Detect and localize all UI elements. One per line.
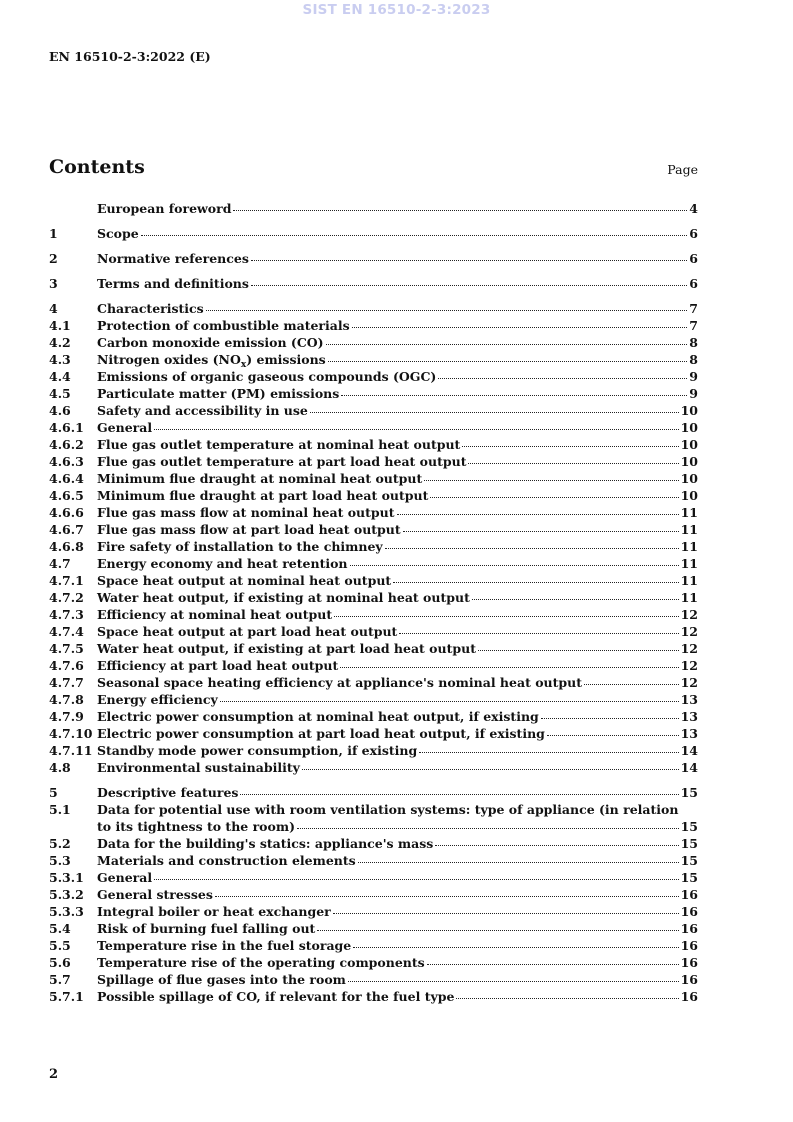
toc-entry-page: 12: [680, 607, 698, 622]
toc-entry-number: 4.7.11: [49, 743, 93, 758]
toc-entry[interactable]: [49, 708, 698, 725]
toc-entry[interactable]: [49, 589, 698, 606]
toc-entry-title: [97, 572, 391, 589]
toc-leader-dots: [334, 616, 678, 617]
toc-leader-dots: [302, 769, 679, 770]
toc-entry-title: [97, 759, 300, 776]
toc-entry-page: 16: [680, 921, 698, 936]
toc-entry-title-text: Efficiency at nominal heat output: [97, 607, 333, 622]
toc-entry-number: 5.3.3: [49, 904, 84, 919]
toc-entry-title: [97, 453, 466, 470]
toc-entry[interactable]: [49, 487, 698, 504]
toc-entry-page: 6: [689, 276, 698, 291]
toc-entry-title: [97, 886, 213, 903]
toc-entry[interactable]: [49, 835, 698, 852]
toc-leader-dots: [310, 412, 679, 413]
toc-entry-title: [97, 869, 152, 886]
toc-entry-number: 4.7.3: [49, 607, 84, 622]
toc-entry-page: 13: [680, 726, 698, 741]
toc-entry-page: 11: [680, 573, 698, 588]
toc-entry[interactable]: [49, 351, 698, 368]
toc-entry-number: 4.7: [49, 556, 71, 571]
toc-entry-number: 4.5: [49, 386, 71, 401]
toc-entry[interactable]: [49, 674, 698, 691]
toc-entry-number: 5: [49, 785, 58, 800]
toc-entry-title-text: Risk of burning fuel falling out: [97, 921, 316, 936]
toc-entry-number: 4.6.8: [49, 539, 84, 554]
toc-leader-dots: [427, 964, 679, 965]
toc-entry-number: 4.7.9: [49, 709, 84, 724]
toc-entry-page: 11: [680, 556, 698, 571]
toc-entry-title: [97, 436, 460, 453]
toc-entry-number: 5.4: [49, 921, 71, 936]
toc-entry-title-text: Emissions of organic gaseous compounds (OGC): [97, 369, 437, 384]
toc-entry[interactable]: [49, 742, 698, 759]
toc-entry[interactable]: [49, 784, 698, 801]
toc-entry-number: 4.7.6: [49, 658, 84, 673]
toc-leader-dots: [220, 701, 679, 702]
toc-entry[interactable]: [49, 869, 698, 886]
toc-entry[interactable]: [49, 225, 698, 242]
toc-entry[interactable]: [49, 368, 698, 385]
toc-entry-title: [97, 555, 348, 572]
toc-entry-title-text: Water heat output, if existing at part load heat output: [97, 641, 476, 656]
toc-entry-page: 9: [689, 369, 698, 384]
toc-entry-page: 16: [680, 938, 698, 953]
page-number: 2: [49, 1067, 59, 1082]
toc-entry-title-text: Electric power consumption at nominal heat output, if existing: [97, 709, 539, 724]
toc-entry-continuation[interactable]: [49, 818, 698, 835]
toc-entry-title: [97, 852, 356, 869]
toc-entry[interactable]: [49, 538, 698, 555]
toc-leader-dots: [462, 446, 678, 447]
toc-entry-number: 5.1: [49, 802, 71, 817]
toc-leader-dots: [385, 548, 679, 549]
contents-title: Contents: [49, 156, 145, 178]
toc-entry-title-text: Standby mode power consumption, if existing: [97, 743, 418, 758]
toc-entry-page: 16: [680, 904, 698, 919]
toc-leader-dots: [547, 735, 679, 736]
toc-entry-number: 4.1: [49, 318, 71, 333]
toc-leader-dots: [251, 285, 687, 286]
toc-entry-title: [97, 589, 470, 606]
document-id: EN 16510-2-3:2022 (E): [49, 49, 211, 64]
toc-leader-dots: [206, 310, 688, 311]
toc-entry-title-text: Energy economy and heat retention: [97, 556, 348, 571]
toc-entry-title-text: Minimum flue draught at part load heat output: [97, 488, 429, 503]
toc-entry[interactable]: [49, 200, 698, 217]
toc-entry[interactable]: [49, 886, 698, 903]
toc-leader-dots: [240, 794, 678, 795]
toc-entry-title-text: Nitrogen oxides (NO: [97, 352, 241, 367]
toc-entry[interactable]: [49, 801, 698, 818]
toc-entry-number: 5.3.2: [49, 887, 84, 902]
toc-entry-title: [97, 920, 315, 937]
toc-entry-number: 4.4: [49, 369, 71, 384]
toc-entry[interactable]: [49, 971, 698, 988]
toc-leader-dots: [353, 947, 678, 948]
toc-entry-title: [97, 784, 238, 801]
toc-entry-number: 4.6: [49, 403, 71, 418]
toc-entry-number: 4.7.4: [49, 624, 84, 639]
toc-entry[interactable]: [49, 903, 698, 920]
toc-entry-title-text: Temperature rise of the operating components: [97, 955, 425, 970]
toc-entry-title-text: Safety and accessibility in use: [97, 403, 308, 418]
toc-leader-dots: [397, 514, 679, 515]
toc-entry-title-text: General: [97, 420, 153, 435]
toc-entry-page: 7: [689, 301, 698, 316]
toc-entry-title: [97, 368, 436, 385]
toc-entry-number: 4.6.5: [49, 488, 84, 503]
toc-entry[interactable]: [49, 954, 698, 971]
toc-leader-dots: [584, 684, 679, 685]
toc-entry[interactable]: [49, 419, 698, 436]
toc-entry-number: 4.2: [49, 335, 71, 350]
toc-entry-page: 16: [680, 972, 698, 987]
toc-entry[interactable]: [49, 504, 698, 521]
toc-entry-title: [97, 623, 397, 640]
toc-entry-page: 15: [680, 785, 698, 800]
toc-entry-title-text: Protection of combustible materials: [97, 318, 350, 333]
toc-entry[interactable]: [49, 453, 698, 470]
toc-entry-title: [97, 708, 539, 725]
toc-entry-number: 5.6: [49, 955, 71, 970]
toc-entry-number: 5.7: [49, 972, 71, 987]
toc-entry-page: 11: [680, 539, 698, 554]
toc-entry-number: 4.7.1: [49, 573, 84, 588]
toc-entry[interactable]: [49, 572, 698, 589]
toc-entry-number: 4.8: [49, 760, 71, 775]
toc-entry-page: 10: [680, 437, 698, 452]
toc-entry-page: 12: [680, 675, 698, 690]
toc-entry-title: [97, 538, 383, 555]
toc-entry-number: 5.5: [49, 938, 71, 953]
toc-entry-page: 6: [689, 226, 698, 241]
toc-entry-title-text: General: [97, 870, 153, 885]
toc-entry-title: Data for potential use with room ventilation systems: type of appliance (in relation: [97, 802, 679, 817]
toc-entry-number: 4.7.7: [49, 675, 84, 690]
toc-entry-page: 11: [680, 505, 698, 520]
toc-entry-title-text: Characteristics: [97, 301, 204, 316]
toc-entry-page: 15: [680, 836, 698, 851]
toc-leader-dots: [326, 344, 688, 345]
toc-entry-page: 4: [689, 201, 698, 216]
toc-leader-dots: [472, 599, 679, 600]
toc-entry-page: 16: [680, 955, 698, 970]
toc-entry-title-text: Space heat output at nominal heat output: [97, 573, 392, 588]
toc-entry-title: [97, 275, 249, 292]
toc-entry[interactable]: [49, 852, 698, 869]
toc-entry-title: [97, 971, 346, 988]
toc-leader-dots: [317, 930, 678, 931]
toc-entry-page: 16: [680, 887, 698, 902]
toc-entry[interactable]: [49, 725, 698, 742]
toc-entry[interactable]: [49, 317, 698, 334]
toc-entry-title-text: Flue gas outlet temperature at part load heat output: [97, 454, 467, 469]
toc-entry-title-text: Descriptive features: [97, 785, 239, 800]
toc-leader-dots: [419, 752, 678, 753]
toc-leader-dots: [478, 650, 679, 651]
toc-entry-title: [97, 487, 428, 504]
toc-entry[interactable]: [49, 436, 698, 453]
toc-entry-page: 9: [689, 386, 698, 401]
toc-entry-title: [97, 937, 351, 954]
toc-entry-page: 15: [680, 870, 698, 885]
toc-leader-dots: [350, 565, 679, 566]
toc-entry[interactable]: [49, 640, 698, 657]
toc-entry[interactable]: [49, 988, 698, 1005]
toc-entry-title: [97, 300, 204, 317]
toc-entry-title-text: Normative references: [97, 251, 249, 266]
toc-entry-title-text: Integral boiler or heat exchanger: [97, 904, 331, 919]
toc-leader-dots: [456, 998, 678, 999]
toc-entry-page: 13: [680, 709, 698, 724]
toc-entry-title-text: Flue gas mass flow at part load heat output: [97, 522, 401, 537]
toc-entry-page: 10: [680, 471, 698, 486]
toc-entry-number: 5.2: [49, 836, 71, 851]
toc-entry[interactable]: [49, 555, 698, 572]
toc-entry-number: 4.7.5: [49, 641, 84, 656]
toc-entry-title: [97, 200, 231, 217]
toc-entry-title-text: Terms and definitions: [97, 276, 249, 291]
table-of-contents: [49, 200, 698, 1005]
toc-entry-title: [97, 385, 339, 402]
toc-leader-dots: [348, 981, 679, 982]
toc-entry-title-text: Data for the building's statics: appliance's mass: [97, 836, 434, 851]
toc-leader-dots: [297, 828, 679, 829]
toc-entry-title-text: General stresses: [97, 887, 213, 902]
toc-entry[interactable]: [49, 275, 698, 292]
toc-entry-title: [97, 988, 454, 1005]
toc-entry-number: 5.3.1: [49, 870, 84, 885]
toc-entry-number: 4.6.1: [49, 420, 84, 435]
toc-entry-number: 5.7.1: [49, 989, 84, 1004]
toc-entry-title: [97, 954, 425, 971]
toc-entry-title-text: Flue gas mass flow at nominal heat output: [97, 505, 395, 520]
toc-entry-title: [97, 835, 433, 852]
toc-entry-title: [97, 674, 582, 691]
toc-leader-dots: [430, 497, 678, 498]
toc-entry-page: 12: [680, 641, 698, 656]
toc-entry-title: [97, 725, 545, 742]
toc-entry-number: 4.7.8: [49, 692, 84, 707]
toc-entry-page: 12: [680, 658, 698, 673]
toc-leader-dots: [424, 480, 678, 481]
toc-entry-page: 7: [689, 318, 698, 333]
toc-entry[interactable]: [49, 300, 698, 317]
toc-entry-title: [97, 419, 152, 436]
toc-entry[interactable]: [49, 334, 698, 351]
toc-entry-page: 11: [680, 522, 698, 537]
toc-entry-title-text: Electric power consumption at part load heat output, if existing: [97, 726, 545, 741]
toc-entry-title: [97, 334, 324, 351]
toc-entry-page: 12: [680, 624, 698, 639]
toc-leader-dots: [233, 210, 687, 211]
toc-entry-title-text: Carbon monoxide emission (CO): [97, 335, 324, 350]
toc-entry-page: 10: [680, 420, 698, 435]
toc-entry[interactable]: [49, 521, 698, 538]
toc-entry-number: 4.3: [49, 352, 71, 367]
toc-entry[interactable]: [49, 470, 698, 487]
toc-entry-title-text: Spillage of flue gases into the room: [97, 972, 346, 987]
toc-entry-title: [97, 470, 422, 487]
toc-entry-number: 2: [49, 251, 58, 266]
toc-entry-title-text: Particulate matter (PM) emissions: [97, 386, 340, 401]
toc-entry-title-continued: to its tightness to the room): [97, 819, 295, 834]
toc-leader-dots: [393, 582, 678, 583]
toc-entry-number: 4.6.3: [49, 454, 84, 469]
toc-entry-title: [97, 402, 308, 419]
toc-entry-title-text: Seasonal space heating efficiency at appliance's nominal heat output: [97, 675, 582, 690]
toc-leader-dots: [399, 633, 678, 634]
toc-leader-dots: [141, 235, 688, 236]
toc-leader-dots: [154, 879, 678, 880]
toc-entry[interactable]: [49, 920, 698, 937]
toc-entry-page: 10: [680, 488, 698, 503]
toc-entry-title-text: Energy efficiency: [97, 692, 218, 707]
toc-entry-title-text: Possible spillage of CO, if relevant for the fuel type: [97, 989, 455, 1004]
toc-entry-title-text: Environmental sustainability: [97, 760, 300, 775]
toc-entry-title-text: Flue gas outlet temperature at nominal heat output: [97, 437, 461, 452]
toc-entry-number: 1: [49, 226, 58, 241]
toc-entry-title: [97, 606, 332, 623]
toc-entry-page: 14: [680, 760, 698, 775]
toc-entry[interactable]: [49, 759, 698, 776]
toc-leader-dots: [251, 260, 687, 261]
toc-entry-title-text: Materials and construction elements: [97, 853, 356, 868]
toc-entry-title: [97, 742, 417, 759]
toc-leader-dots: [358, 862, 679, 863]
toc-entry-title: [97, 521, 401, 538]
toc-entry-number: 5.3: [49, 853, 71, 868]
toc-leader-dots: [341, 395, 687, 396]
toc-leader-dots: [340, 667, 678, 668]
toc-entry-page: 10: [680, 454, 698, 469]
toc-entry-title: [97, 225, 139, 242]
toc-entry-page: 13: [680, 692, 698, 707]
toc-leader-dots: [215, 896, 679, 897]
toc-entry-number: 4.6.6: [49, 505, 84, 520]
toc-entry[interactable]: [49, 606, 698, 623]
toc-entry-number: 3: [49, 276, 58, 291]
toc-entry-page: 8: [689, 352, 698, 367]
toc-entry-title-text: Space heat output at part load heat output: [97, 624, 398, 639]
toc-entry-number: 4.6.7: [49, 522, 84, 537]
toc-entry[interactable]: [49, 385, 698, 402]
toc-entry-number: 4: [49, 301, 58, 316]
toc-leader-dots: [438, 378, 687, 379]
toc-entry-number: 4.7.2: [49, 590, 84, 605]
toc-entry[interactable]: [49, 250, 698, 267]
toc-entry-page: 6: [689, 251, 698, 266]
watermark: SIST EN 16510-2-3:2023: [302, 2, 491, 18]
toc-entry-number: 4.7.10: [49, 726, 93, 741]
toc-leader-dots: [403, 531, 679, 532]
toc-entry-number: 4.6.4: [49, 471, 84, 486]
toc-entry-page: 15: [680, 853, 698, 868]
toc-leader-dots: [328, 361, 688, 362]
toc-entry[interactable]: [49, 657, 698, 674]
toc-entry-title: [97, 691, 218, 708]
toc-entry[interactable]: [49, 691, 698, 708]
toc-entry-title-subscript: x: [240, 360, 247, 370]
toc-entry-number: 4.6.2: [49, 437, 84, 452]
toc-entry-title: [97, 657, 338, 674]
toc-leader-dots: [154, 429, 678, 430]
toc-entry-title: [97, 640, 476, 657]
toc-entry-title: [97, 250, 249, 267]
toc-entry[interactable]: [49, 402, 698, 419]
toc-entry-title: [97, 903, 331, 920]
toc-leader-dots: [333, 913, 679, 914]
toc-entry-title-text: European foreword: [97, 201, 232, 216]
toc-entry-title-text: Scope: [97, 226, 139, 241]
toc-entry-title: [97, 504, 395, 521]
toc-entry-title-text: Minimum flue draught at nominal heat output: [97, 471, 423, 486]
toc-leader-dots: [352, 327, 688, 328]
toc-leader-dots: [541, 718, 679, 719]
toc-entry-title-text: Efficiency at part load heat output: [97, 658, 339, 673]
toc-entry-title-text: Fire safety of installation to the chimney: [97, 539, 383, 554]
toc-entry[interactable]: [49, 937, 698, 954]
toc-entry-page: 15: [680, 819, 698, 834]
toc-leader-dots: [435, 845, 678, 846]
toc-entry-title-suffix: ) emissions: [246, 352, 326, 367]
toc-entry-page: 10: [680, 403, 698, 418]
toc-leader-dots: [468, 463, 678, 464]
page-column-label: Page: [667, 162, 698, 177]
toc-entry-title-text: Temperature rise in the fuel storage: [97, 938, 352, 953]
toc-entry-page: 16: [680, 989, 698, 1004]
toc-entry[interactable]: [49, 623, 698, 640]
toc-entry-page: 14: [680, 743, 698, 758]
toc-entry-page: 8: [689, 335, 698, 350]
toc-entry-title-text: Water heat output, if existing at nominal heat output: [97, 590, 470, 605]
toc-entry-title: [97, 317, 350, 334]
toc-entry-page: 11: [680, 590, 698, 605]
